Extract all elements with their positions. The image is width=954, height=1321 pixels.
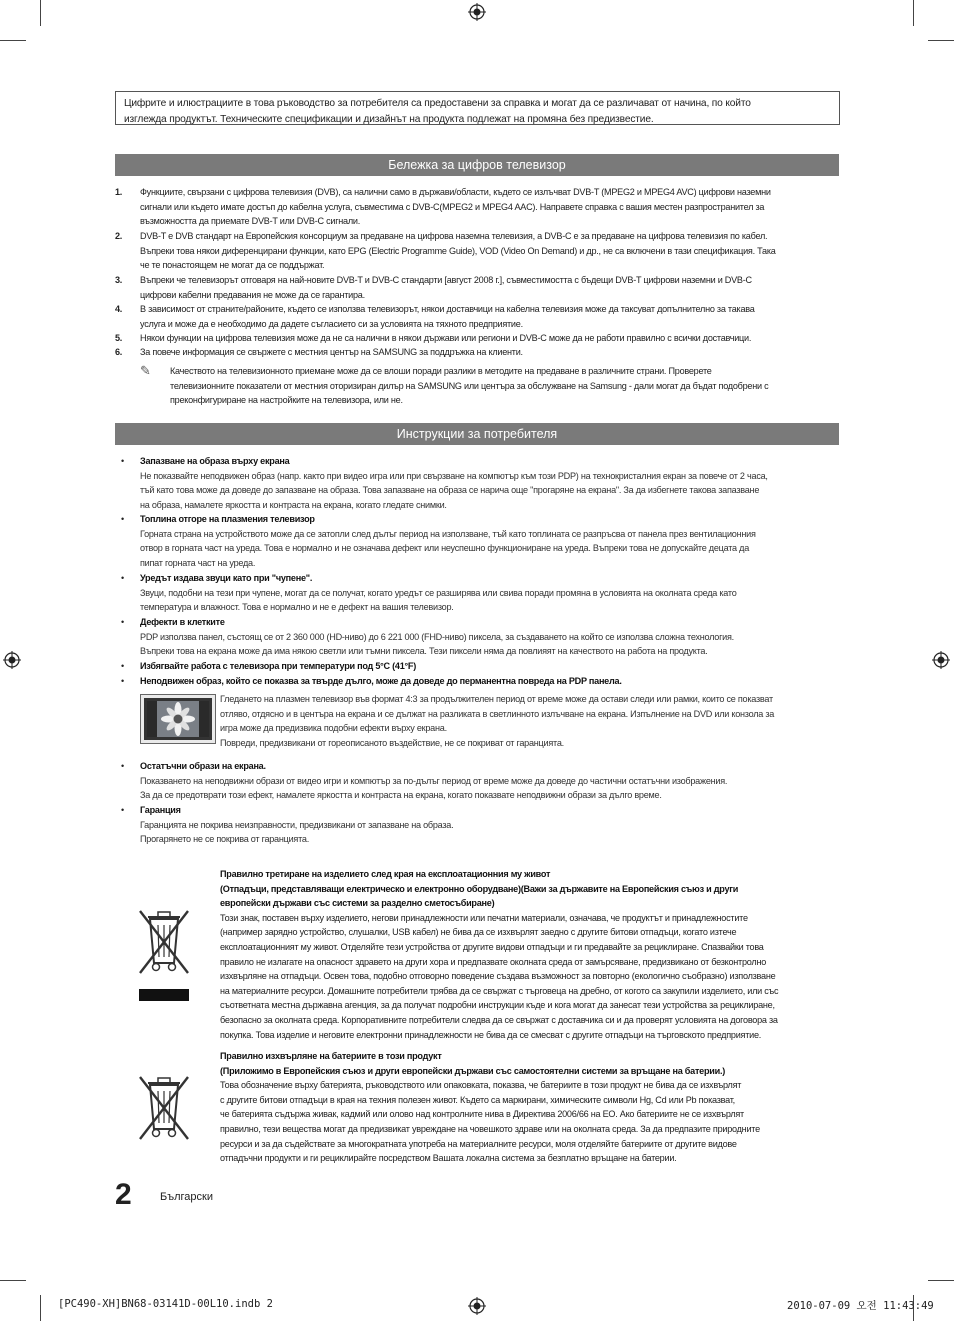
list-text-line: Въпреки че телевизорът отговаря на най-новите DVB-T и DVB-C стандарти [август 2008 г.], съвместимостта с бъдещи DVB-T цифрови наземни и DVB-C [140, 275, 752, 285]
disclaimer-line: Цифрите и илюстрациите в това ръководство за потребителя са предоставени за справка и могат да се различават от начина, по който [124, 98, 751, 109]
battery-title-line: (Приложимо в Европейския съюз и други европейски държави със самостоятелни системи за връщане на батерии.) [220, 1065, 726, 1076]
bullet-line: Повреди, предизвикани от гореописаното въздействие, не се покриват от гаранцията. [220, 737, 564, 748]
bullet-line: Звуци, подобни на тези при чупене, могат да се получат, когато уредът се разширява или свива поради промяна в условията на околната среда като [140, 587, 737, 598]
crop-mark [913, 0, 914, 26]
list-text-line: Някои функции на цифрова телевизия може да не са налични в някои държави или региони и DVB-C може да не работи правилно с всички доставчици. [140, 333, 752, 343]
list-text-line: За повече информация се свържете с местния център на SAMSUNG за поддръжка на клиенти. [140, 347, 523, 357]
battery-line: Това обозначение върху батерията, ръководството или опаковката, показва, че батериите в този продукт не бива да се изхвърлят [220, 1080, 742, 1091]
bullet-line: PDP използва панел, състоящ се от 2 360 000 (HD-ниво) до 6 221 000 (FHD-ниво) пиксела, за създаването на който се използва сложна технология. [140, 631, 734, 642]
weee-line: безопасно за околната среда. Корпоративните потребители следва да се свържат с доставчика си и да проверят условията на договора за [220, 1014, 778, 1025]
bullet-line: Горната страна на устройството може да се затопли след дълъг период на използване, тъй като топлината се разпръсва от панела през вентилационния [140, 528, 756, 539]
battery-line: с другите битови отпадъци в края на техния полезен живот. Където са маркирани, химическите символи Hg, Cd или Pb показват, [220, 1094, 735, 1105]
battery-line: ресурси и за да съдействате за многократната употреба на материалните ресурси, моля отделяйте батериите от другите видове [220, 1138, 737, 1149]
note-line: телевизионните показатели от местния оторизиран дилър на SAMSUNG или центъра за обслужване на Samsung - дали могат да бъдат подобрени с [170, 380, 769, 391]
crop-mark [928, 40, 954, 41]
crossed-bin-icon [134, 905, 194, 1005]
list-text-line: сигнали или където имате достъп до кабелна услуга, съвместима с DVB-C(MPEG2 и MPEG4 AAC). Направете справка с вашия местен разпространител за [140, 201, 765, 212]
bullet-title: Уредът издава звуци като при "чупене". [140, 573, 313, 583]
list-number: 1. [115, 187, 123, 197]
page-language: Български [160, 1191, 213, 1203]
list-text-line: В зависимост от страните/районите, където се използва телевизорът, някои доставчици на кабелна телевизия може да таксуват допълнително за такава [140, 304, 755, 314]
bullet-line: Гаранцията не покрива неизправности, предизвикани от запазване на образа. [140, 819, 454, 830]
weee-title-line: (Отпадъци, представляващи електрическо и електронно оборудване)(Важи за държавите на Европейския съюз и други [220, 883, 739, 894]
bullet-line: пипат горната част на уреда. [140, 557, 256, 568]
list-text-line: цифрови кабелни предавания не може да се гарантира. [140, 289, 365, 300]
bullet-icon: • [121, 573, 124, 583]
weee-line: съответната местна държавна агенция, за да получат подробни инструкции къде и кога могат да занесат тези устройства за рециклиране, [220, 1000, 775, 1011]
list-number: 5. [115, 333, 123, 343]
bullet-title: Дефекти в клетките [140, 617, 225, 627]
list-text-line: че те понастоящем не могат да се поддържат. [140, 260, 325, 271]
bullet-line: температура и влажност. Това е нормално и не е дефект на вашия телевизор. [140, 602, 454, 613]
bullet-line: тъй като това може да доведе до запазване на образа. Това запазване на образа се нарича още "прогаряне на екрана". За да избегнете такова запазване [140, 485, 760, 496]
weee-line: изхвърляне на отпадъци. Освен това, подобно отговорно поведение създава възможност за повторно (екологично съобразно) използване [220, 971, 776, 982]
disclaimer-box [115, 91, 840, 125]
weee-line: на материалните ресурси. Домашните потребители трябва да се свържат с търговеца на дребно, от когото са закупили изделието, или със [220, 985, 779, 996]
battery-line: отпадъчни продукти и ги рециклирайте посредством Вашата локална система за безплатно връщане на батерии. [220, 1153, 677, 1164]
bullet-line: Не показвайте неподвижен образ (напр. както при видео игра или при свързване на компютър към този PDP) на технокристалния екран за повече от 2 часа, [140, 470, 768, 481]
battery-section [220, 1049, 839, 1166]
print-footer-file: [PC490-XH]BN68-03141D-00L10.indb 2 [58, 1298, 273, 1310]
bullet-icon: • [121, 456, 124, 466]
note-line: преконфигуриране на настройките на телевизора, или не. [170, 395, 403, 406]
list-number: 3. [115, 275, 123, 285]
battery-title-line: Правилно изхвърляне на батериите в този продукт [220, 1051, 442, 1061]
crop-mark [40, 0, 41, 26]
weee-title-line: Правилно третиране на изделието след края на експлоатационния му живот [220, 869, 551, 879]
bullet-line: За да се предотврати този ефект, намалете яркостта и контраста на екрана, когато показвате неподвижни образи за дълго време. [140, 790, 662, 801]
bullet-icon: • [121, 661, 124, 671]
tv-sunflower-image [140, 694, 216, 744]
weee-title-line: европейски държави със системи за разделно сметосъбиране) [220, 898, 495, 909]
bullet-icon: • [121, 761, 124, 771]
list-text-line: DVB-T е DVB стандарт на Европейския консорциум за предаване на цифрова наземна телевизия, а DVB-C е за предаване на цифрова телевизия по кабел. [140, 231, 768, 241]
list-text-line: възможността да приемате DVB-T или DVB-C сигнали. [140, 216, 361, 227]
bullet-line: игра може да предизвика подобни ефекти върху екрана. [220, 723, 447, 734]
weee-line: експлоатационният му живот. Отделяйте тези устройства от другите видови отпадъци и ги предавайте за рециклиране. Спазвайки това [220, 941, 764, 952]
bullet-title: Запазване на образа върху екрана [140, 456, 290, 466]
crop-mark [0, 40, 26, 41]
bullet-line: отляво, отдясно и в центъра на екрана и се дължат на разликата в светлинното излъчване на екрана. Изпълнение на DVD или конзола за [220, 708, 775, 719]
registration-mark-icon [3, 651, 21, 669]
battery-line: че батерията съдържа живак, кадмий или олово над контролните нива в Директива 2006/66 на ЕО. Ако батериите не се изхвърлят [220, 1109, 744, 1120]
bullet-icon: • [121, 676, 124, 686]
note-line: Качеството на телевизионното приемане може да се влоши поради разлики в методите на предаване в различните страни. Проверете [170, 366, 712, 376]
bullet-line: Гледането на плазмен телевизор във формат 4:3 за продължителен период от време може да остави следи или рамки, които се показват [220, 694, 773, 704]
weee-line: правило не излагате на опасност здравето на други хора и предпазвате околната среда от замърсяване, предизвикано от безконтролно [220, 956, 767, 967]
bullet-title: Остатъчни образи на екрана. [140, 761, 266, 771]
registration-mark-icon [468, 3, 486, 21]
weee-line: Този знак, поставен върху изделието, негови принадлежности или печатни материали, означава, че продуктът и принадлежностите [220, 912, 748, 923]
bullet-line: Въпреки това на екрана може да има някою светли или тъмни пиксела. Тези пиксели няма да повлияят на качеството на работа на продукта. [140, 646, 708, 657]
note-pencil-icon: ✎ [140, 363, 151, 378]
section-header-user-instructions: Инструкции за потребителя [115, 423, 839, 445]
registration-mark-icon [468, 1297, 486, 1315]
bullet-icon: • [121, 514, 124, 524]
battery-line: правилно, тези вещества могат да предизвикат увреждане на човешкото здраве или на околната среда. За да предпазите природните [220, 1123, 760, 1134]
list-text-line: Въпреки това някои диференцирани функции, като EPG (Electric Programme Guide), VOD (Video On Demand) и др., не са включени в тази спецификация. Така [140, 245, 776, 256]
list-number: 2. [115, 231, 123, 241]
bullet-icon: • [121, 617, 124, 627]
bullet-line: Прогарянето не се покрива от гаранцията. [140, 834, 309, 845]
print-footer-timestamp: 2010-07-09 오전 11:43:49 [787, 1300, 934, 1312]
list-number: 6. [115, 347, 123, 357]
crossed-bin-icon [134, 1071, 194, 1143]
bullet-line: Показването на неподвижни образи от видео игри и компютър за по-дълъг период от време може да доведе до частични остатъчни изображения. [140, 775, 728, 786]
bullet-title: Топлина отгоре на плазмения телевизор [140, 514, 315, 524]
section-header-digital-tv: Бележка за цифров телевизор [115, 154, 839, 176]
disclaimer-line: изглежда продуктът. Техническите спецификации и дизайнът на продукта подлежат на промяна без предизвестие. [124, 114, 654, 125]
registration-mark-icon [932, 651, 950, 669]
crop-mark [40, 1295, 41, 1321]
crop-mark [928, 1280, 954, 1281]
weee-section [220, 867, 839, 1042]
list-text-line: услуга и може да е необходимо да дадете съгласието си за условията на тяхното предприятие. [140, 318, 523, 329]
weee-line: покупка. Това изделие и неговите електронни принадлежности не бива да се смесват с другите отпадъци на търговското предприятие. [220, 1029, 762, 1040]
weee-line: (например зарядно устройство, слушалки, USB кабел) не бива да се изхвърлят заедно с другите битови отпадъци, когато изтече [220, 927, 737, 938]
bullet-title: Избягвайте работа с телевизора при температури под 5°C (41°F) [140, 661, 417, 671]
bullet-line: отвор в горната част на уреда. Това е нормално и не означава дефект или неуспешно функциониране на уреда. Въпреки това не допускайте децата да [140, 543, 749, 554]
bullet-title: Неподвижен образ, който се показва за твърде дълго, може да доведе до перманентна повреда на PDP панела. [140, 676, 622, 686]
list-text-line: Функциите, свързани с цифрова телевизия (DVB), са налични само в държави/области, където се излъчват DVB-T (MPEG2 и MPEG4 AVC) цифрови наземни [140, 187, 771, 197]
bullet-line: на образа, намалете яркостта и контраста на екрана, когато гледате снимки. [140, 499, 447, 510]
bullet-title: Гаранция [140, 805, 181, 815]
list-number: 4. [115, 304, 123, 314]
bullet-icon: • [121, 805, 124, 815]
page-number: 2 [115, 1178, 132, 1211]
crop-mark [0, 1280, 26, 1281]
